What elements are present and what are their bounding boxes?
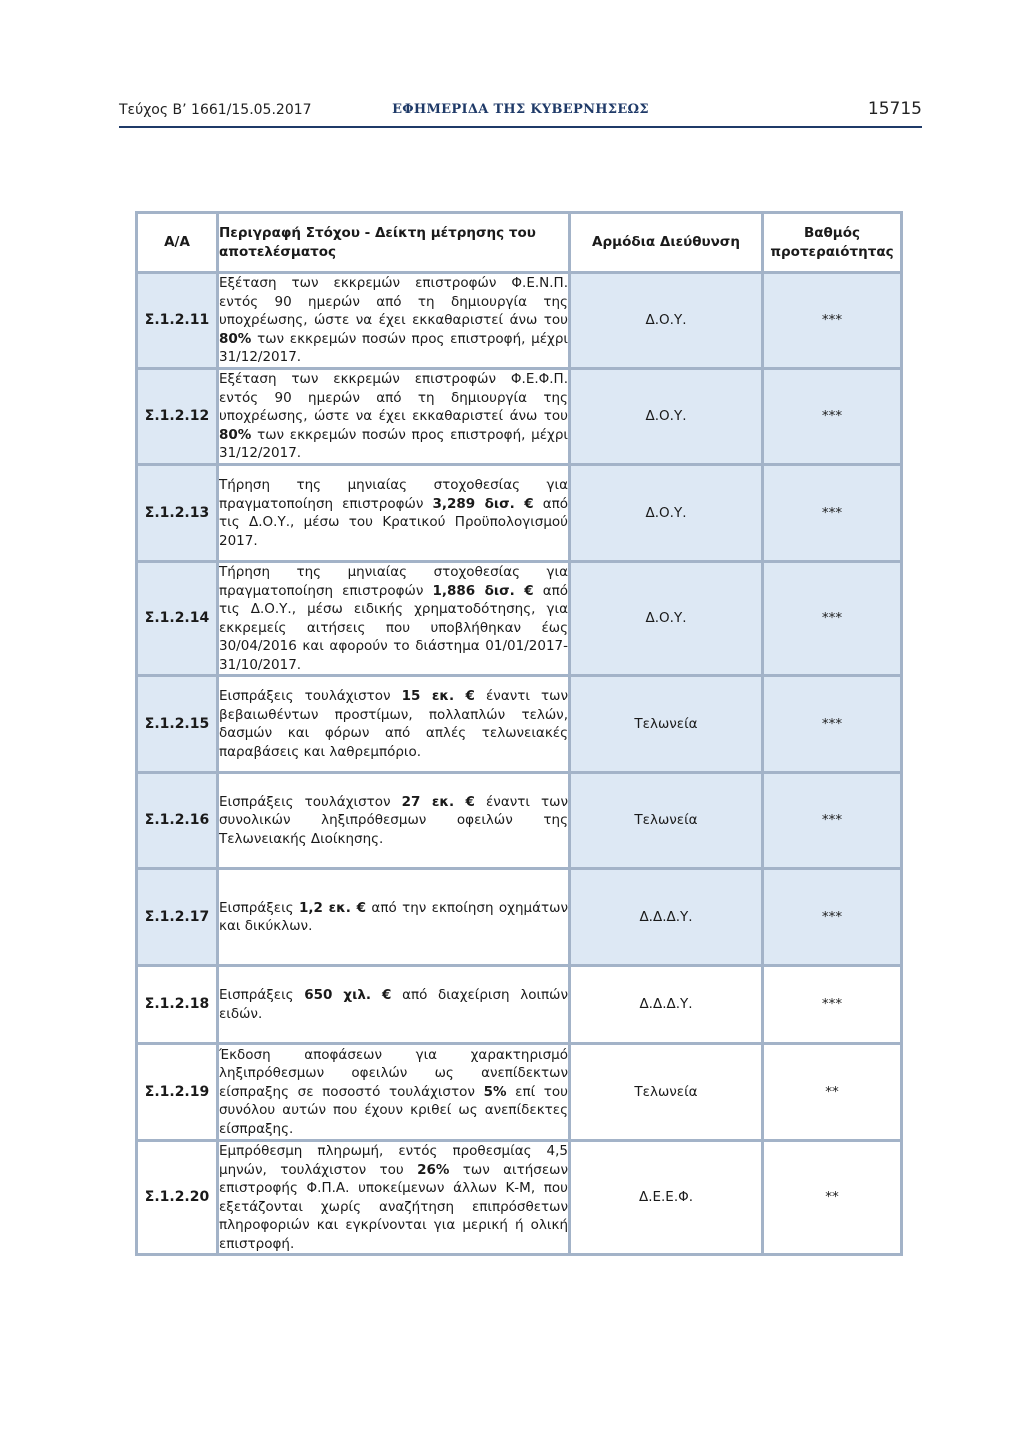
row-id: Σ.1.2.18 — [137, 966, 218, 1044]
row-description: Εισπράξεις τουλάχιστον 27 εκ. € έναντι των συνολικών ληξιπρόθεσμων οφειλών της Τελωνειακής Διοίκησης. — [218, 773, 570, 869]
row-target-value: 1,2 εκ. € — [298, 899, 367, 916]
row-target-value: 15 εκ. € — [401, 688, 475, 704]
table-header-row — [137, 213, 902, 273]
row-priority: ** — [763, 1044, 902, 1141]
row-directorate: Δ.Δ.Δ.Υ. — [570, 966, 763, 1044]
table-row — [137, 1141, 902, 1255]
row-description: Εξέταση των εκκρεμών επιστροφών Φ.Ε.Ν.Π. εντός 90 ημερών από τη δημιουργία της υποχρέωσης, ώστε να έχει εκκαθαριστεί άνω του 80% των εκκρεμών ποσών προς επιστροφή, μέχρι 31/12/2017. — [218, 273, 570, 369]
issue-reference: Τεύχος Β’ 1661/15.05.2017 — [119, 102, 312, 118]
table-row — [137, 676, 902, 773]
row-priority: *** — [763, 369, 902, 465]
row-priority: *** — [763, 966, 902, 1044]
row-description: Έκδοση αποφάσεων για χαρακτηρισμό ληξιπρόθεσμων οφειλών ως ανεπίδεκτων είσπραξης σε ποσοστό τουλάχιστον 5% επί του συνόλου αυτών που έχουν κριθεί ως ανεπίδεκτες είσπραξης. — [218, 1044, 570, 1141]
column-header-priority: Βαθμός προτεραιότητας — [763, 213, 902, 273]
row-id: Σ.1.2.17 — [137, 869, 218, 966]
page-number: 15715 — [867, 99, 922, 119]
row-description: Εμπρόθεσμη πληρωμή, εντός προθεσμίας 4,5 μηνών, τουλάχιστον του 26% των αιτήσεων επιστροφής Φ.Π.Α. υποκείμενων άλλων Κ-Μ, που εξετάζονται χωρίς αναζήτηση επιπρόσθετων πληροφοριών και εγκρίνονται για μερική ή ολική επιστροφή. — [218, 1141, 570, 1255]
gazette-title: ΕΦΗΜΕΡΙΔΑ ΤΗΣ ΚΥΒΕΡΝΗΣΕΩΣ — [392, 102, 649, 117]
row-priority: *** — [763, 465, 902, 562]
row-description: Τήρηση της μηνιαίας στοχοθεσίας για πραγματοποίηση επιστροφών 1,886 δισ. € από τις Δ.Ο.Υ., μέσω ειδικής χρηματοδότησης, για εκκρεμείς αιτήσεις που υποβλήθηκαν έως 30/04/2016 και αφορούν το διάστημα 01/01/2017-31/10/2017. — [218, 562, 570, 676]
table-row — [137, 273, 902, 369]
row-priority: *** — [763, 562, 902, 676]
column-header-aa: Α/Α — [137, 213, 218, 273]
row-directorate: Τελωνεία — [570, 1044, 763, 1141]
row-directorate: Δ.Ο.Υ. — [570, 562, 763, 676]
row-directorate: Δ.Δ.Δ.Υ. — [570, 869, 763, 966]
row-priority: *** — [763, 273, 902, 369]
column-header-directorate: Αρμόδια Διεύθυνση — [570, 213, 763, 273]
page-header — [119, 100, 922, 128]
row-target-value: 1,886 δισ. € — [432, 582, 534, 599]
row-id: Σ.1.2.13 — [137, 465, 218, 562]
table-row — [137, 869, 902, 966]
row-description: Εισπράξεις 1,2 εκ. € από την εκποίηση οχημάτων και δικύκλων. — [218, 869, 570, 966]
targets-table — [135, 211, 903, 1256]
row-id: Σ.1.2.15 — [137, 676, 218, 773]
column-header-description: Περιγραφή Στόχου - Δείκτη μέτρησης του αποτελέσματος — [218, 213, 570, 273]
table-row — [137, 773, 902, 869]
row-directorate: Δ.Ο.Υ. — [570, 465, 763, 562]
row-priority: ** — [763, 1141, 902, 1255]
row-directorate: Τελωνεία — [570, 676, 763, 773]
row-description: Εξέταση των εκκρεμών επιστροφών Φ.Ε.Φ.Π. εντός 90 ημερών από τη δημιουργία της υποχρέωσης, ώστε να έχει εκκαθαριστεί άνω του 80% των εκκρεμών ποσών προς επιστροφή, μέχρι 31/12/2017. — [218, 369, 570, 465]
row-description: Τήρηση της μηνιαίας στοχοθεσίας για πραγματοποίηση επιστροφών 3,289 δισ. € από τις Δ.Ο.Υ., μέσω του Κρατικού Προϋπολογισμού 2017. — [218, 465, 570, 562]
table-row — [137, 465, 902, 562]
table-row — [137, 369, 902, 465]
row-description: Εισπράξεις τουλάχιστον 15 εκ. € έναντι των βεβαιωθέντων προστίμων, πολλαπλών τελών, δασμών και φόρων από απλές τελωνειακές παραβάσεις και λαθρεμπόριο. — [218, 676, 570, 773]
row-target-value: 5% — [483, 1083, 507, 1100]
row-id: Σ.1.2.19 — [137, 1044, 218, 1141]
table-row — [137, 966, 902, 1044]
row-target-value: 26% — [417, 1161, 450, 1178]
row-id: Σ.1.2.16 — [137, 773, 218, 869]
row-priority: *** — [763, 869, 902, 966]
row-directorate: Δ.Ο.Υ. — [570, 369, 763, 465]
row-directorate: Τελωνεία — [570, 773, 763, 869]
row-priority: *** — [763, 676, 902, 773]
row-description: Εισπράξεις 650 χιλ. € από διαχείριση λοιπών ειδών. — [218, 966, 570, 1044]
row-directorate: Δ.Ε.Ε.Φ. — [570, 1141, 763, 1255]
row-id: Σ.1.2.14 — [137, 562, 218, 676]
table-row — [137, 1044, 902, 1141]
row-id: Σ.1.2.11 — [137, 273, 218, 369]
row-id: Σ.1.2.20 — [137, 1141, 218, 1255]
row-priority: *** — [763, 773, 902, 869]
row-target-value: 80% — [219, 426, 252, 443]
row-target-value: 80% — [219, 330, 252, 347]
row-directorate: Δ.Ο.Υ. — [570, 273, 763, 369]
row-target-value: 27 εκ. € — [401, 793, 475, 810]
table-row — [137, 562, 902, 676]
row-id: Σ.1.2.12 — [137, 369, 218, 465]
row-target-value: 650 χιλ. € — [304, 987, 392, 1003]
row-target-value: 3,289 δισ. € — [432, 495, 534, 512]
